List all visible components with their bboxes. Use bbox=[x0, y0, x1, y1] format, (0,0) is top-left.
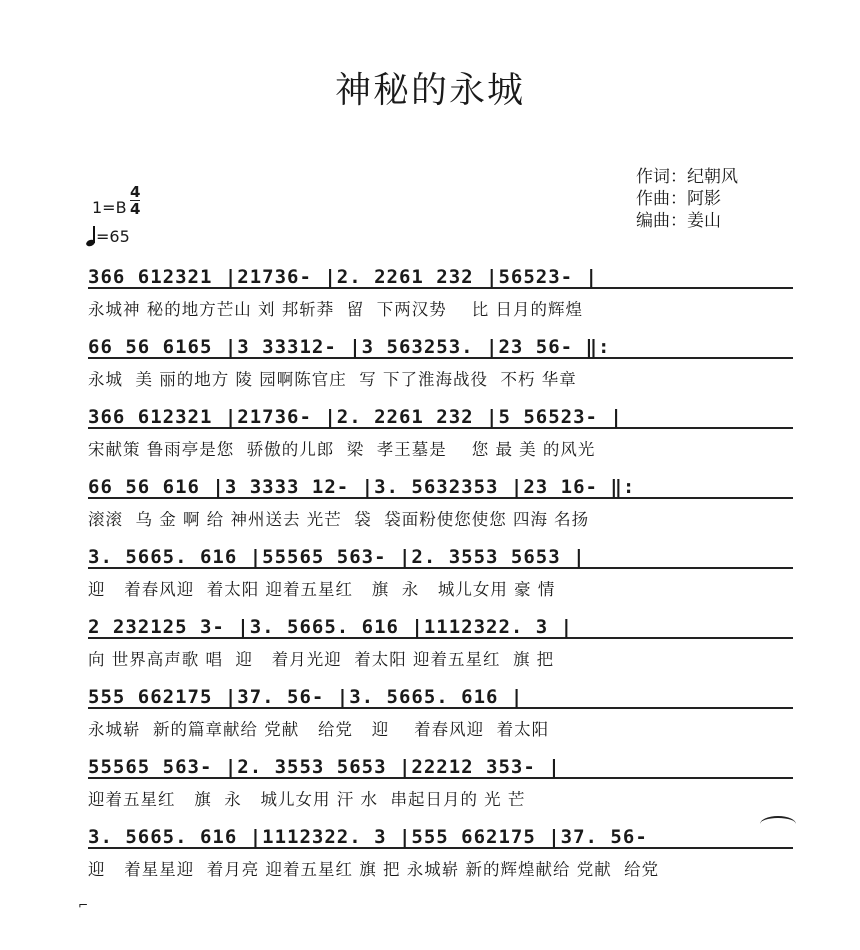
composer: 作曲：阿影 bbox=[636, 189, 721, 209]
notation-text: 366 612321 |21736- |2. 2261 232 |5 56523- | bbox=[88, 406, 623, 428]
arranger: 编曲：姜山 bbox=[636, 211, 721, 231]
lyrics-line: 迎 着春风迎 着太阳 迎着五星红 旗 永 城儿女用 豪 情 bbox=[88, 580, 556, 599]
time-signature bbox=[130, 184, 140, 217]
lyrics-line: 迎 着星星迎 着月亮 迎着五星红 旗 把 永城崭 新的辉煌献给 党献 给党 bbox=[88, 860, 660, 879]
lyrics-line: 永城崭 新的篇章献给 党献 给党 迎 着春风迎 着太阳 bbox=[88, 720, 550, 739]
lyrics-line: 滚滚 乌 金 啊 给 神州送去 光芒 袋 袋面粉使您使您 四海 名扬 bbox=[88, 510, 590, 529]
notation-line bbox=[88, 822, 793, 852]
time-signature-top: 4 bbox=[130, 183, 141, 201]
notation-line bbox=[88, 612, 793, 642]
notation-line bbox=[88, 262, 793, 292]
notation-line bbox=[88, 472, 793, 502]
tie-arc bbox=[760, 816, 796, 832]
notation-text: 2 232125 3- |3. 5665. 616 |1112322. 3 | bbox=[88, 616, 574, 638]
notation-line bbox=[88, 402, 793, 432]
notation-text: 366 612321 |21736- |2. 2261 232 |56523- | bbox=[88, 266, 598, 288]
notation-text: 66 56 616 |3 3333 12- |3. 5632353 |23 16- ‖: bbox=[88, 476, 636, 498]
tempo-marking bbox=[86, 226, 130, 246]
notation-line bbox=[88, 752, 793, 782]
notation-text: 555 662175 |37. 56- |3. 5665. 616 | bbox=[88, 686, 524, 708]
lyrics-line: 宋献策 鲁雨亭是您 骄傲的儿郎 梁 孝王墓是 您 最 美 的风光 bbox=[88, 440, 596, 459]
lyricist: 作词：纪朝风 bbox=[636, 167, 738, 187]
lyrics-line: 永城神 秘的地方芒山 刘 邦斩莽 留 下两汉势 比 日月的辉煌 bbox=[88, 300, 583, 319]
time-signature-bottom: 4 bbox=[130, 200, 141, 218]
page-title: 神秘的永城 bbox=[334, 70, 525, 111]
quarter-note-icon bbox=[86, 226, 96, 246]
tempo-value: =65 bbox=[96, 227, 130, 246]
notation-line bbox=[88, 682, 793, 712]
corner-mark: ⌐ bbox=[78, 898, 89, 912]
credits bbox=[636, 166, 738, 232]
lyrics-line: 永城 美 丽的地方 陵 园啊陈官庄 写 下了淮海战役 不朽 华章 bbox=[88, 370, 577, 389]
notation-line bbox=[88, 542, 793, 572]
lyrics-line: 向 世界高声歌 唱 迎 着月光迎 着太阳 迎着五星红 旗 把 bbox=[88, 650, 555, 669]
lyrics-line: 迎着五星红 旗 永 城儿女用 汗 水 串起日月的 光 芒 bbox=[88, 790, 526, 809]
notation-text: 3. 5665. 616 |55565 563- |2. 3553 5653 | bbox=[88, 546, 586, 568]
key-signature: 1=B bbox=[92, 198, 127, 217]
notation-text: 3. 5665. 616 |1112322. 3 |555 662175 |37. 56- bbox=[88, 826, 648, 848]
notation-text: 66 56 6165 |3 33312- |3 563253. |23 56- ‖: bbox=[88, 336, 611, 358]
notation-line bbox=[88, 332, 793, 362]
notation-text: 55565 563- |2. 3553 5653 |22212 353- | bbox=[88, 756, 561, 778]
